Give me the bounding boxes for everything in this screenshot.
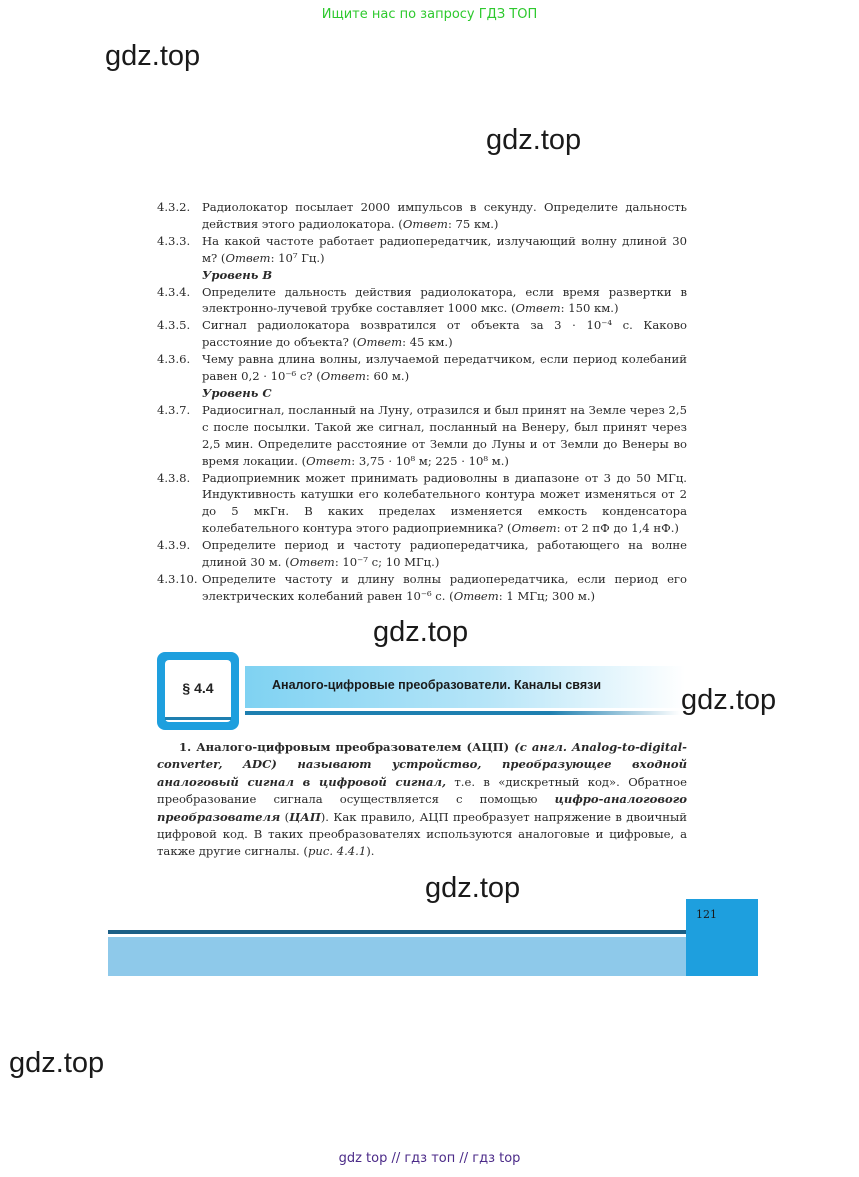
footer-band <box>108 937 686 976</box>
term-adc: 1. Аналого-цифровым преобразователем (АЦП) <box>179 740 510 754</box>
answer-value: : 3,75 · 10⁸ м; 225 · 10⁸ м.) <box>351 453 509 468</box>
section-paragraph <box>157 739 687 861</box>
paragraph-text: ( <box>280 809 290 824</box>
problem-text: Радиоприемник может принимать радиоволны в диапазоне от 3 до 50 МГц. Индуктивность катушки его колебательного контура может изменяться от 2 до 5 мкГн. В каких пределах изменяется емкость конденсатора колебательного контура этого радиоприемника? ( <box>202 470 687 536</box>
answer-value: : 10⁻⁷ с; 10 МГц.) <box>334 555 440 570</box>
watermark: gdz.top <box>681 684 777 716</box>
answer-value: : от 2 пФ до 1,4 нФ.) <box>556 521 679 536</box>
level-heading: Уровень C <box>202 385 272 400</box>
problem-number: 4.3.7. <box>157 402 191 417</box>
top-search-link[interactable]: Ищите нас по запросу ГДЗ ТОП <box>321 7 538 22</box>
answer-label: Ответ <box>511 521 557 536</box>
problem-number: 4.3.6. <box>157 352 191 367</box>
problem-text: Чему равна длина волны, излучаемой передатчиком, если период колебаний равен 0,2 · 10⁻⁶ с? ( <box>202 352 687 384</box>
section-title: Аналого-цифровые преобразователи. Каналы связи <box>272 678 602 692</box>
problem-text: Радиолокатор посылает 2000 импульсов в секунду. Определите дальность действия этого радиолокатора. ( <box>202 200 687 231</box>
problem-number: 4.3.2. <box>157 200 191 214</box>
problem-number: 4.3.5. <box>157 318 191 333</box>
answer-label: Ответ <box>402 216 448 231</box>
answer-label: Ответ <box>320 369 366 384</box>
footer-line <box>108 930 686 934</box>
term-dac: цифро-аналогового преобразователя <box>157 792 687 824</box>
paragraph-text: ). Как правило, АЦП преобразует напряжение в двоичный цифровой код. В таких преобразователях используются аналоговые и цифровые, а также другие сигналы. ( <box>157 809 687 859</box>
problem-number: 4.3.10. <box>157 571 198 586</box>
answer-label: Ответ <box>357 335 403 350</box>
section-number-inner <box>165 660 231 722</box>
watermark: gdz.top <box>486 124 582 156</box>
answer-value: : 10⁷ Гц.) <box>270 250 325 265</box>
problem-item <box>157 317 687 351</box>
problem-text: Определите дальность действия радиолокатора, если время развертки в электронно-лучевой трубке составляет 1000 мкс. ( <box>202 284 687 316</box>
answer-label: Ответ <box>453 588 499 603</box>
problem-item <box>157 199 687 233</box>
problem-item <box>157 537 687 571</box>
problem-number: 4.3.9. <box>157 538 191 553</box>
problem-number: 4.3.4. <box>157 284 191 299</box>
section-divider <box>245 711 680 715</box>
problem-item <box>157 470 687 538</box>
section-banner <box>245 666 685 708</box>
answer-label: Ответ <box>306 453 352 468</box>
problem-text: Определите период и частоту радиопередатчика, работающего на волне длиной 30 м. ( <box>202 538 687 570</box>
section-underline <box>165 717 231 720</box>
problem-number: 4.3.3. <box>157 233 191 248</box>
figure-reference: рис. 4.4.1 <box>307 844 367 859</box>
problem-item <box>157 571 687 605</box>
level-heading: Уровень B <box>202 267 273 282</box>
problem-item <box>157 351 687 385</box>
bottom-links[interactable]: gdz top // гдз топ // гдз top <box>338 1151 521 1166</box>
problem-number: 4.3.8. <box>157 470 191 485</box>
watermark: gdz.top <box>425 872 521 904</box>
watermark: gdz.top <box>373 616 469 648</box>
section-label: § 4.4 <box>182 680 214 696</box>
problem-item <box>157 284 687 318</box>
answer-value: : 150 км.) <box>560 301 619 316</box>
answer-label: Ответ <box>515 301 561 316</box>
problem-text: На какой частоте работает радиопередатчик, излучающий волну длиной 30 м? ( <box>202 233 687 265</box>
page-number-box <box>686 899 758 976</box>
answer-value: : 75 км.) <box>447 216 499 231</box>
answer-value: : 1 МГц; 300 м.) <box>498 588 596 603</box>
definition-text: (с англ. Analog-to-digital-converter, ADC) называют устройство, преобразующее входной аналоговый сигнал в цифровой сигнал, <box>157 740 687 789</box>
problem-text: Определите частоту и длину волны радиопередатчика, если период его электрических колебаний равен 10⁻⁶ с. ( <box>202 571 687 603</box>
answer-label: Ответ <box>289 555 335 570</box>
problem-item <box>157 402 687 470</box>
page-number: 121 <box>696 908 717 921</box>
answer-value: : 45 км.) <box>402 335 453 350</box>
term-dac-abbr: ЦАП <box>289 809 321 824</box>
paragraph-text: ). <box>366 844 375 859</box>
problems-list <box>157 199 687 605</box>
problem-text: Радиосигнал, посланный на Луну, отразился и был принят на Земле через 2,5 с после посылки. Такой же сигнал, посланный на Венеру, был принят через 2,5 мин. Определите расстояние от Земли до Луны и от Земли до Венеры во время локации. ( <box>202 402 687 468</box>
problem-item <box>157 233 687 267</box>
paragraph-text: т.е. в «дискретный код». Обратное преобразование сигнала осуществляется с помощью <box>157 774 687 807</box>
answer-value: : 60 м.) <box>365 369 410 384</box>
answer-label: Ответ <box>225 250 271 265</box>
section-number-box <box>157 652 239 730</box>
watermark: gdz.top <box>105 40 201 72</box>
watermark: gdz.top <box>9 1047 105 1079</box>
problem-text: Сигнал радиолокатора возвратился от объекта за 3 · 10⁻⁴ с. Каково расстояние до объекта? ( <box>202 318 687 350</box>
